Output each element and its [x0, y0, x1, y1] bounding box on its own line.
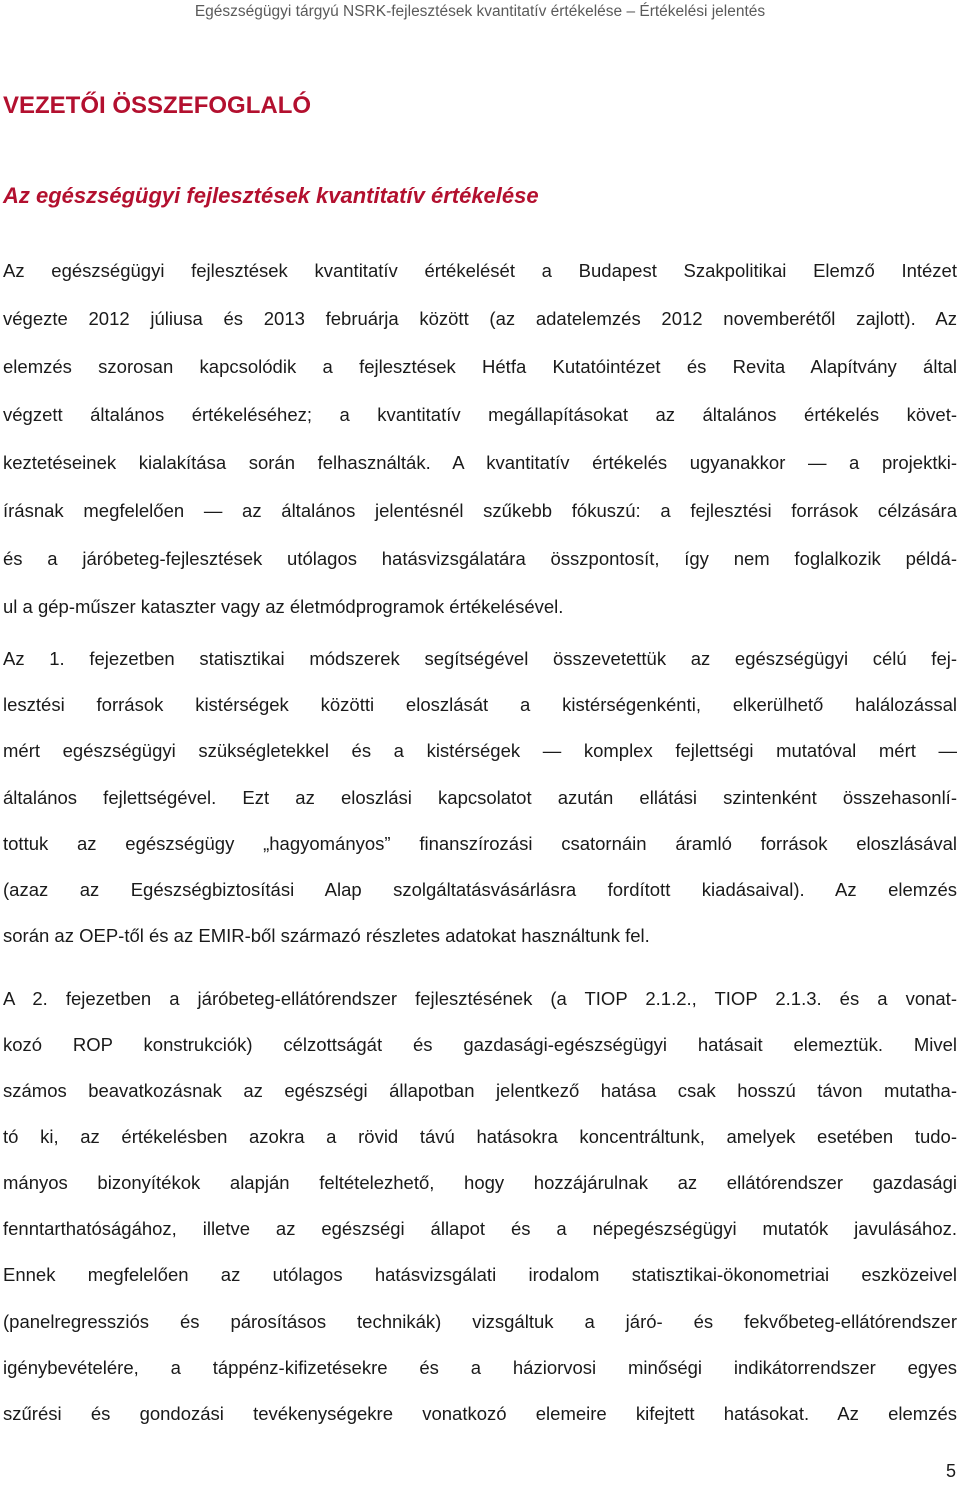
paragraph-line: szűrési és gondozási tevékenységekre vonatkozó elemeire kifejtett hatásokat. Az elemzés	[3, 1403, 957, 1424]
paragraph-line: tó ki, az értékelésben azokra a rövid távú hatásokra koncentráltunk, amelyek esetében tudo-	[3, 1126, 957, 1147]
running-header: Egészségügyi tárgyú NSRK-fejlesztések kvantitatív értékelése – Értékelési jelentés	[194, 3, 766, 20]
paragraph-line: (panelregressziós és párosításos technikák) vizsgáltuk a járó- és fekvőbeteg-ellátórendszer	[3, 1311, 957, 1332]
paragraph-line: elemzés szorosan kapcsolódik a fejlesztések Hétfa Kutatóintézet és Revita Alapítvány által	[3, 356, 957, 377]
paragraph-line: Az egészségügyi fejlesztések kvantitatív értékelését a Budapest Szakpolitikai Elemző Intézet	[3, 260, 957, 281]
page-number: 5	[945, 1461, 956, 1481]
paragraph-line: Az 1. fejezetben statisztikai módszerek segítségével összevetettük az egészségügyi célú fej-	[3, 648, 957, 669]
paragraph-line: általános fejlettségével. Ezt az eloszlási kapcsolatot azután ellátási szintenként összehasonlí-	[3, 787, 957, 808]
paragraph-line: lesztési források kistérségek közötti eloszlását a kistérségenkénti, elkerülhető halálozással	[3, 694, 957, 715]
paragraph-line: végzett általános értékeléséhez; a kvantitatív megállapításokat az általános értékelés követ-	[3, 404, 957, 425]
paragraph-line: Ennek megfelelően az utólagos hatásvizsgálati irodalom statisztikai-ökonometriai eszközeivel	[3, 1264, 957, 1285]
paragraph-line: számos beavatkozásnak az egészségi állapotban jelentkező hatása csak hosszú távon mutatha-	[3, 1080, 957, 1101]
section-heading: VEZETŐI ÖSSZEFOGLALÓ	[3, 92, 312, 119]
paragraph-line: tottuk az egészségügy „hagyományos” finanszírozási csatornáin áramló források eloszlásával	[3, 833, 957, 854]
paragraph-line: fenntarthatóságához, illetve az egészségi állapot és a népegészségügyi mutatók javulásához.	[3, 1218, 957, 1239]
paragraph-line: során az OEP-től és az EMIR-ből származó részletes adatokat használtunk fel.	[3, 925, 650, 946]
paragraph-line: kozó ROP konstrukciók) célzottságát és gazdasági-egészségügyi hatásait elemeztük. Mivel	[3, 1034, 957, 1055]
paragraph-line: A 2. fejezetben a járóbeteg-ellátórendszer fejlesztésének (a TIOP 2.1.2., TIOP 2.1.3. és a vonat-	[3, 988, 957, 1009]
document-title: Az egészségügyi fejlesztések kvantitatív értékelése	[3, 183, 539, 208]
paragraph-line: írásnak megfelelően — az általános jelentésnél szűkebb fókuszú: a fejlesztési források célzására	[3, 500, 957, 521]
paragraph-line: keztetéseinek kialakítása során felhasználták. A kvantitatív értékelés ugyanakkor — a projektki-	[3, 452, 957, 473]
paragraph-line: végezte 2012 júliusa és 2013 februárja között (az adatelemzés 2012 novemberétől zajlott). Az	[3, 308, 957, 329]
paragraph-line: és a járóbeteg-fejlesztések utólagos hatásvizsgálatára összpontosít, így nem foglalkozik példá-	[3, 548, 957, 569]
paragraph-line: (azaz az Egészségbiztosítási Alap szolgáltatásvásárlásra fordított kiadásaival). Az elemzés	[3, 879, 957, 900]
paragraph-line: igénybevételére, a táppénz-kifizetésekre és a háziorvosi minőségi indikátorrendszer egyes	[3, 1357, 957, 1378]
paragraph-line: ul a gép-műszer kataszter vagy az életmódprogramok értékelésével.	[3, 596, 564, 617]
paragraph-line: mért egészségügyi szükségletekkel és a kistérségek — komplex fejlettségi mutatóval mért —	[3, 740, 957, 761]
paragraph-line: mányos bizonyítékok alapján feltételezhető, hogy hozzájárulnak az ellátórendszer gazdasági	[3, 1172, 957, 1193]
